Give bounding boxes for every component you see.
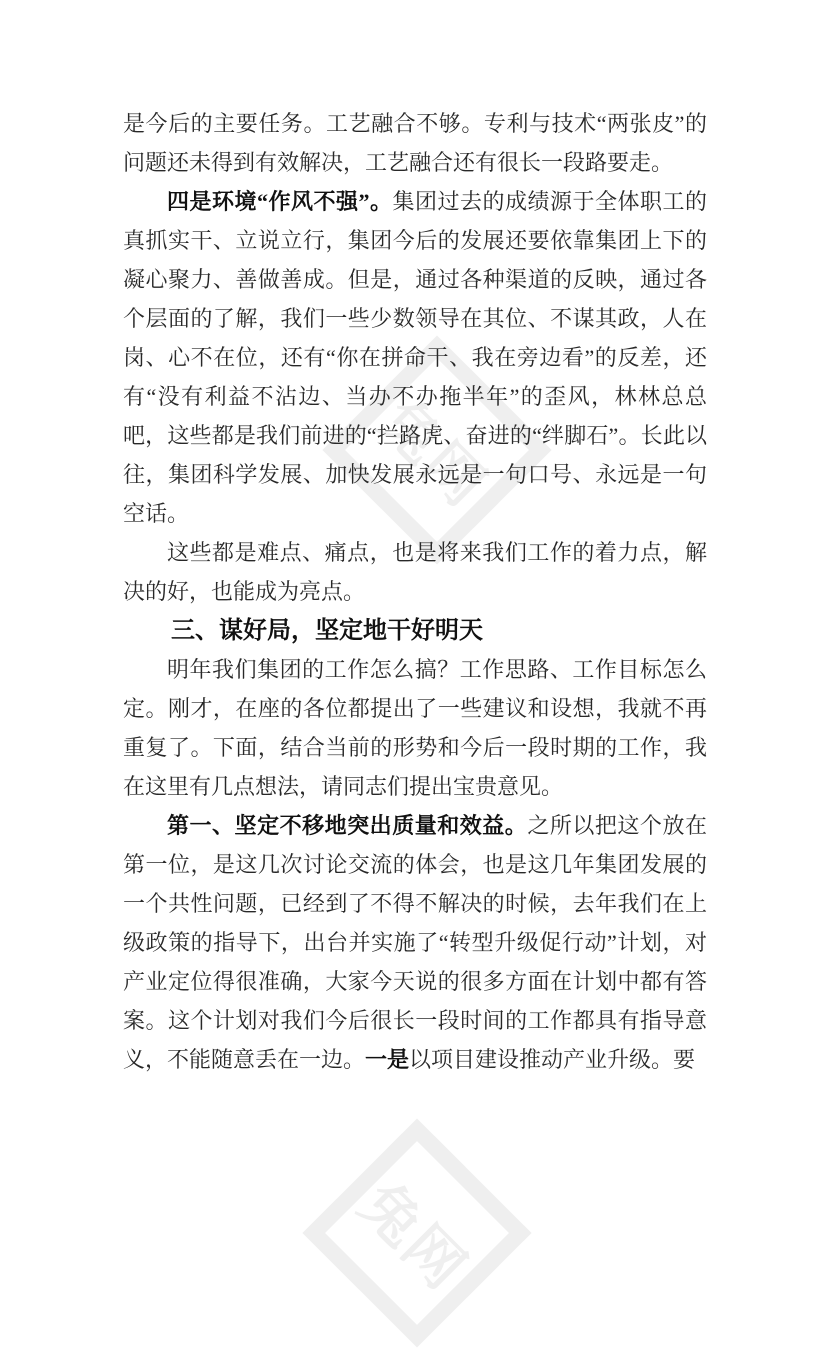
text-run: 集团过去的成绩源于全体职工的真抓实干、立说立行，集团今后的发展还要依靠集团上下的凝心聚力、善做善成。但是，通过各种渠道的反映，通过各个层面的了解，我们一些少数领导在其位、不谋其政，人在岗、心不在位，还有“你在拼命干、我在旁边看”的反差，还有“没有利益不沾边、当办不办拖半年”的歪风，林林总总吧，这些都是我们前进的“拦路虎、奋进的“绊脚石”。长此以往，集团科学发展、加快发展永远是一句口号、永远是一句空话。 [123, 189, 707, 526]
watermark-text: 兔网 [367, 388, 499, 520]
bold-text-run: 第一、坚定不移地突出质量和效益。 [167, 813, 528, 838]
text-run: 以项目建设推动产业升级。要 [409, 1047, 696, 1072]
paragraph [123, 806, 707, 1079]
text-run: 这些都是难点、痛点，也是将来我们工作的着力点，解决的好，也能成为亮点。 [123, 540, 707, 604]
paragraph [123, 650, 707, 806]
bold-text-run: 四是环境“作风不强”。 [167, 189, 393, 214]
text-run: 之所以把这个放在第一位，是这几次讨论交流的体会，也是这几年集团发展的一个共性问题，已经到了不得不解决的时候，去年我们在上级政策的指导下，出台并实施了“转型升级促行动”计划，对产业定位得很准确，大家今天说的很多方面在计划中都有答案。这个计划对我们今后很长一段时间的工作都具有指导意义，不能随意丢在一边。 [123, 813, 707, 1072]
paragraph [123, 104, 707, 182]
text-run: 明年我们集团的工作怎么搞？工作思路、工作目标怎么定。刚才，在座的各位都提出了一些建议和设想，我就不再重复了。下面，结合当前的形势和今后一段时期的工作，我在这里有几点想法，请同志们提出宝贵意见。 [123, 657, 707, 799]
bold-text-run: 一是 [365, 1047, 410, 1072]
document-content [123, 104, 707, 1079]
paragraph [123, 533, 707, 611]
bold-text-run: 三、谋好局，坚定地干好明天 [171, 617, 483, 644]
section-heading [123, 611, 707, 650]
paragraph [123, 182, 707, 533]
watermark-logo-bottom [302, 1118, 531, 1347]
watermark-text: 兔网 [347, 1171, 479, 1303]
text-run: 是今后的主要任务。工艺融合不够。专利与技术“两张皮”的问题还未得到有效解决，工艺融合还有很长一段路要走。 [123, 111, 707, 175]
